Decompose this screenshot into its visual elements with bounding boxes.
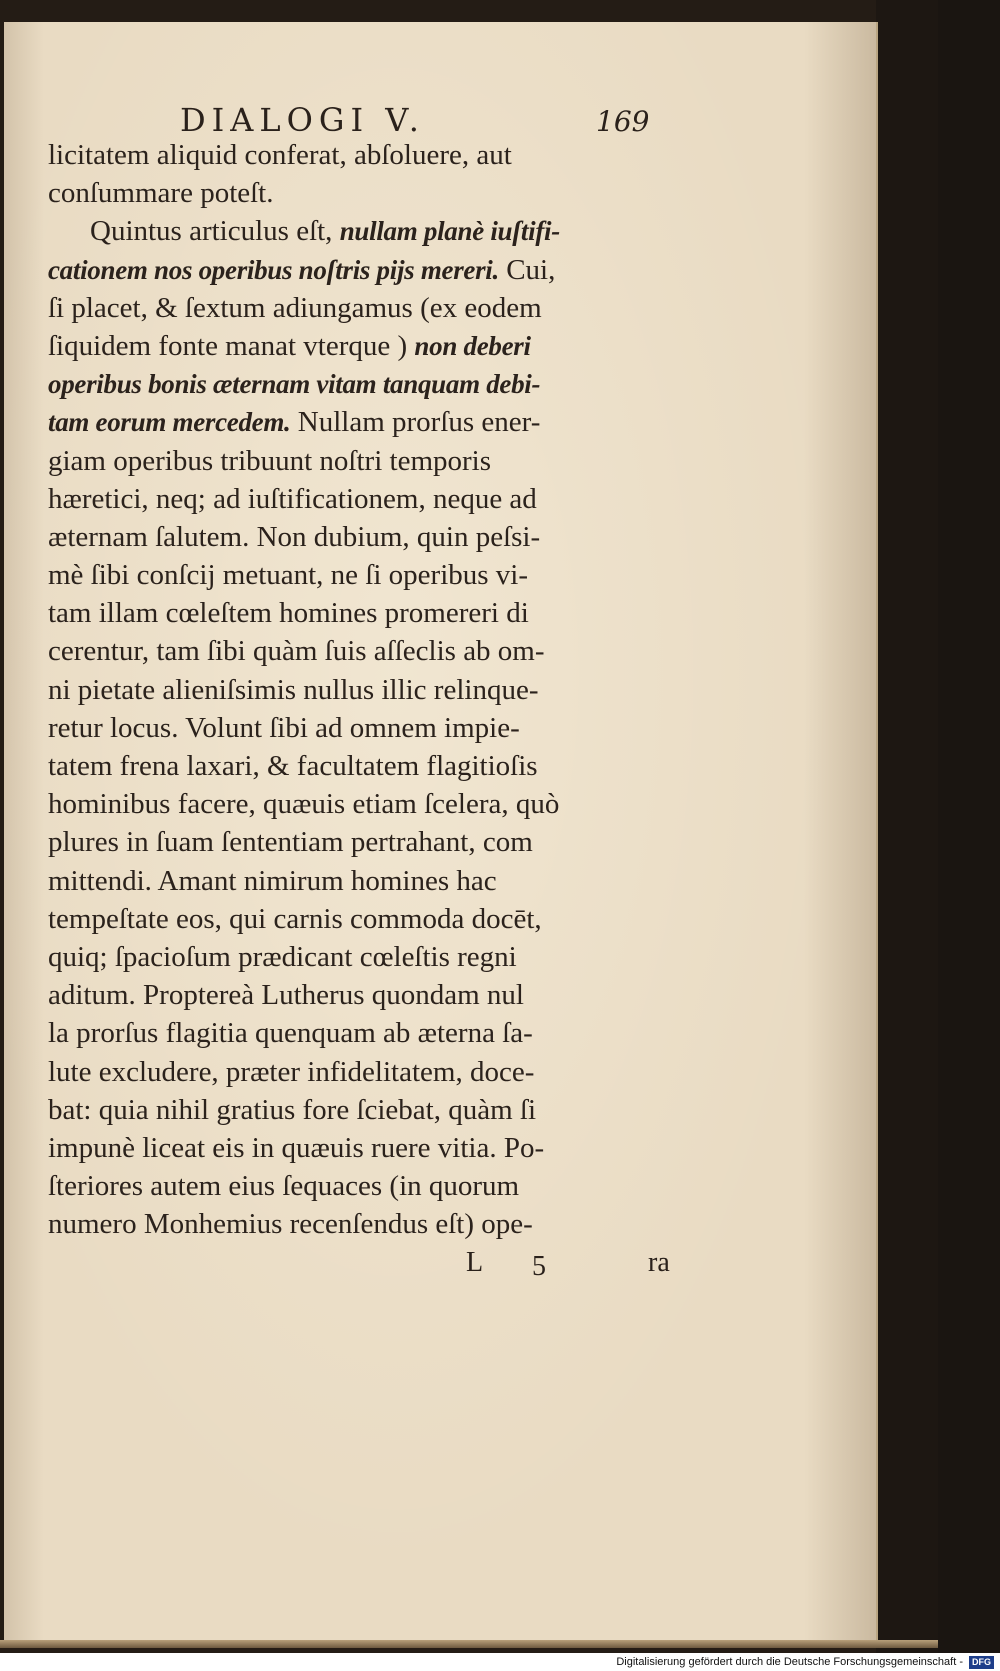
text-segment: ni pietate alieniſsimis nullus illic relinque- [48,673,539,706]
text-line [48,212,688,250]
text-segment: la prorſus flagitia quenquam ab æterna ſa- [48,1017,533,1050]
text-segment: cerentur, tam ſibi quàm ſuis aſſeclis ab om- [48,635,545,668]
text-segment: mè ſibi conſcij metuant, ne ſi operibus vi- [48,559,529,592]
body-text [48,136,688,1243]
text-segment: giam operibus tribuunt noſtri temporis [48,444,492,477]
text-segment: tempeſtate eos, qui carnis commoda docēt, [48,902,542,935]
text-segment: bat: quia nihil gratius fore ſciebat, quàm ſi [48,1093,537,1126]
text-segment: ſteriores autem eius ſequaces (in quorum [48,1170,520,1203]
italic-text-segment: operibus bonis æternam vitam tanquam debi- [48,369,541,400]
text-segment: licitatem aliquid conferat, abſoluere, aut [48,139,512,171]
scan-dark-margin [876,0,938,1671]
text-line [48,480,688,518]
text-line [48,136,688,174]
text-segment: æternam ſalutem. Non dubium, quin peſsi- [48,520,541,553]
text-line [48,1167,688,1205]
text-line [48,862,688,900]
italic-text-segment: tam eorum mercedem. [48,407,291,438]
italic-text-segment: cationem nos operibus noſtris pijs mereri. [48,254,499,285]
footer-credit: Digitalisierung gefördert durch die Deutsche Forschungsgemeinschaft - [616,1656,963,1668]
digitization-footer [0,1653,1000,1671]
text-line [48,442,688,480]
text-segment: quiq; ſpacioſum prædicant cœleſtis regni [48,940,517,973]
text-line [48,709,688,747]
text-line [48,938,688,976]
text-segment: hominibus facere, quæuis etiam ſcelera, quò [48,788,560,821]
text-line [48,327,688,365]
text-segment: hæretici, neq; ad iuſtificationem, neque ad [48,482,537,515]
page-bottom-edge [0,1640,938,1648]
signature-mark: L [466,1247,484,1278]
text-line [48,1053,688,1091]
text-line [48,1091,688,1129]
text-line [48,785,688,823]
text-line [48,632,688,670]
text-segment: Cui, [498,253,556,286]
italic-text-segment: non deberi [414,330,531,361]
text-line [48,976,688,1014]
page-number: 169 [596,105,650,138]
text-segment: Nullam prorſus ener- [290,406,541,439]
text-line [48,1129,688,1167]
text-segment: ſiquidem fonte manat vterque ) [48,329,415,362]
text-segment: retur locus. Volunt ſibi ad omnem impie- [48,711,520,744]
text-segment: ſi placet, & ſextum adiungamus (ex eodem [48,291,542,324]
text-line [48,900,688,938]
text-line [48,594,688,632]
text-segment: conſummare poteſt. [48,177,274,210]
text-segment: tam illam cœleſtem homines promereri di [48,597,529,630]
italic-text-segment: nullam planè iuſtifi- [339,216,560,247]
catchline [466,1247,706,1287]
text-line [48,1205,688,1243]
text-line [48,403,688,441]
text-segment: impunè liceat eis in quæuis ruere vitia. Po- [48,1131,545,1164]
text-line [48,251,688,289]
text-segment: lute excludere, præter infidelitatem, doce- [48,1055,535,1088]
running-title: DIALOGI V. [180,101,425,139]
text-line [48,747,688,785]
text-segment: plures in ſuam ſententiam pertrahant, com [48,826,533,859]
text-line [48,556,688,594]
text-segment: mittendi. Amant nimirum homines hac [48,864,497,897]
text-segment: aditum. Proptereà Lutherus quondam nul [48,979,524,1012]
text-segment: tatem frena laxari, & facultatem flagitioſis [48,750,538,782]
dfg-logo-icon: DFG [969,1656,994,1669]
signature-number: 5 [532,1251,546,1282]
text-segment: Quintus articulus eſt, [90,215,340,248]
text-line [48,671,688,709]
text-line [48,823,688,861]
text-line [48,1014,688,1052]
text-segment: numero Monhemius recenſendus eſt) ope- [48,1208,533,1241]
text-line [48,289,688,327]
text-line [48,518,688,556]
text-line [48,174,688,212]
catchword: ra [648,1247,670,1278]
text-line [48,365,688,403]
